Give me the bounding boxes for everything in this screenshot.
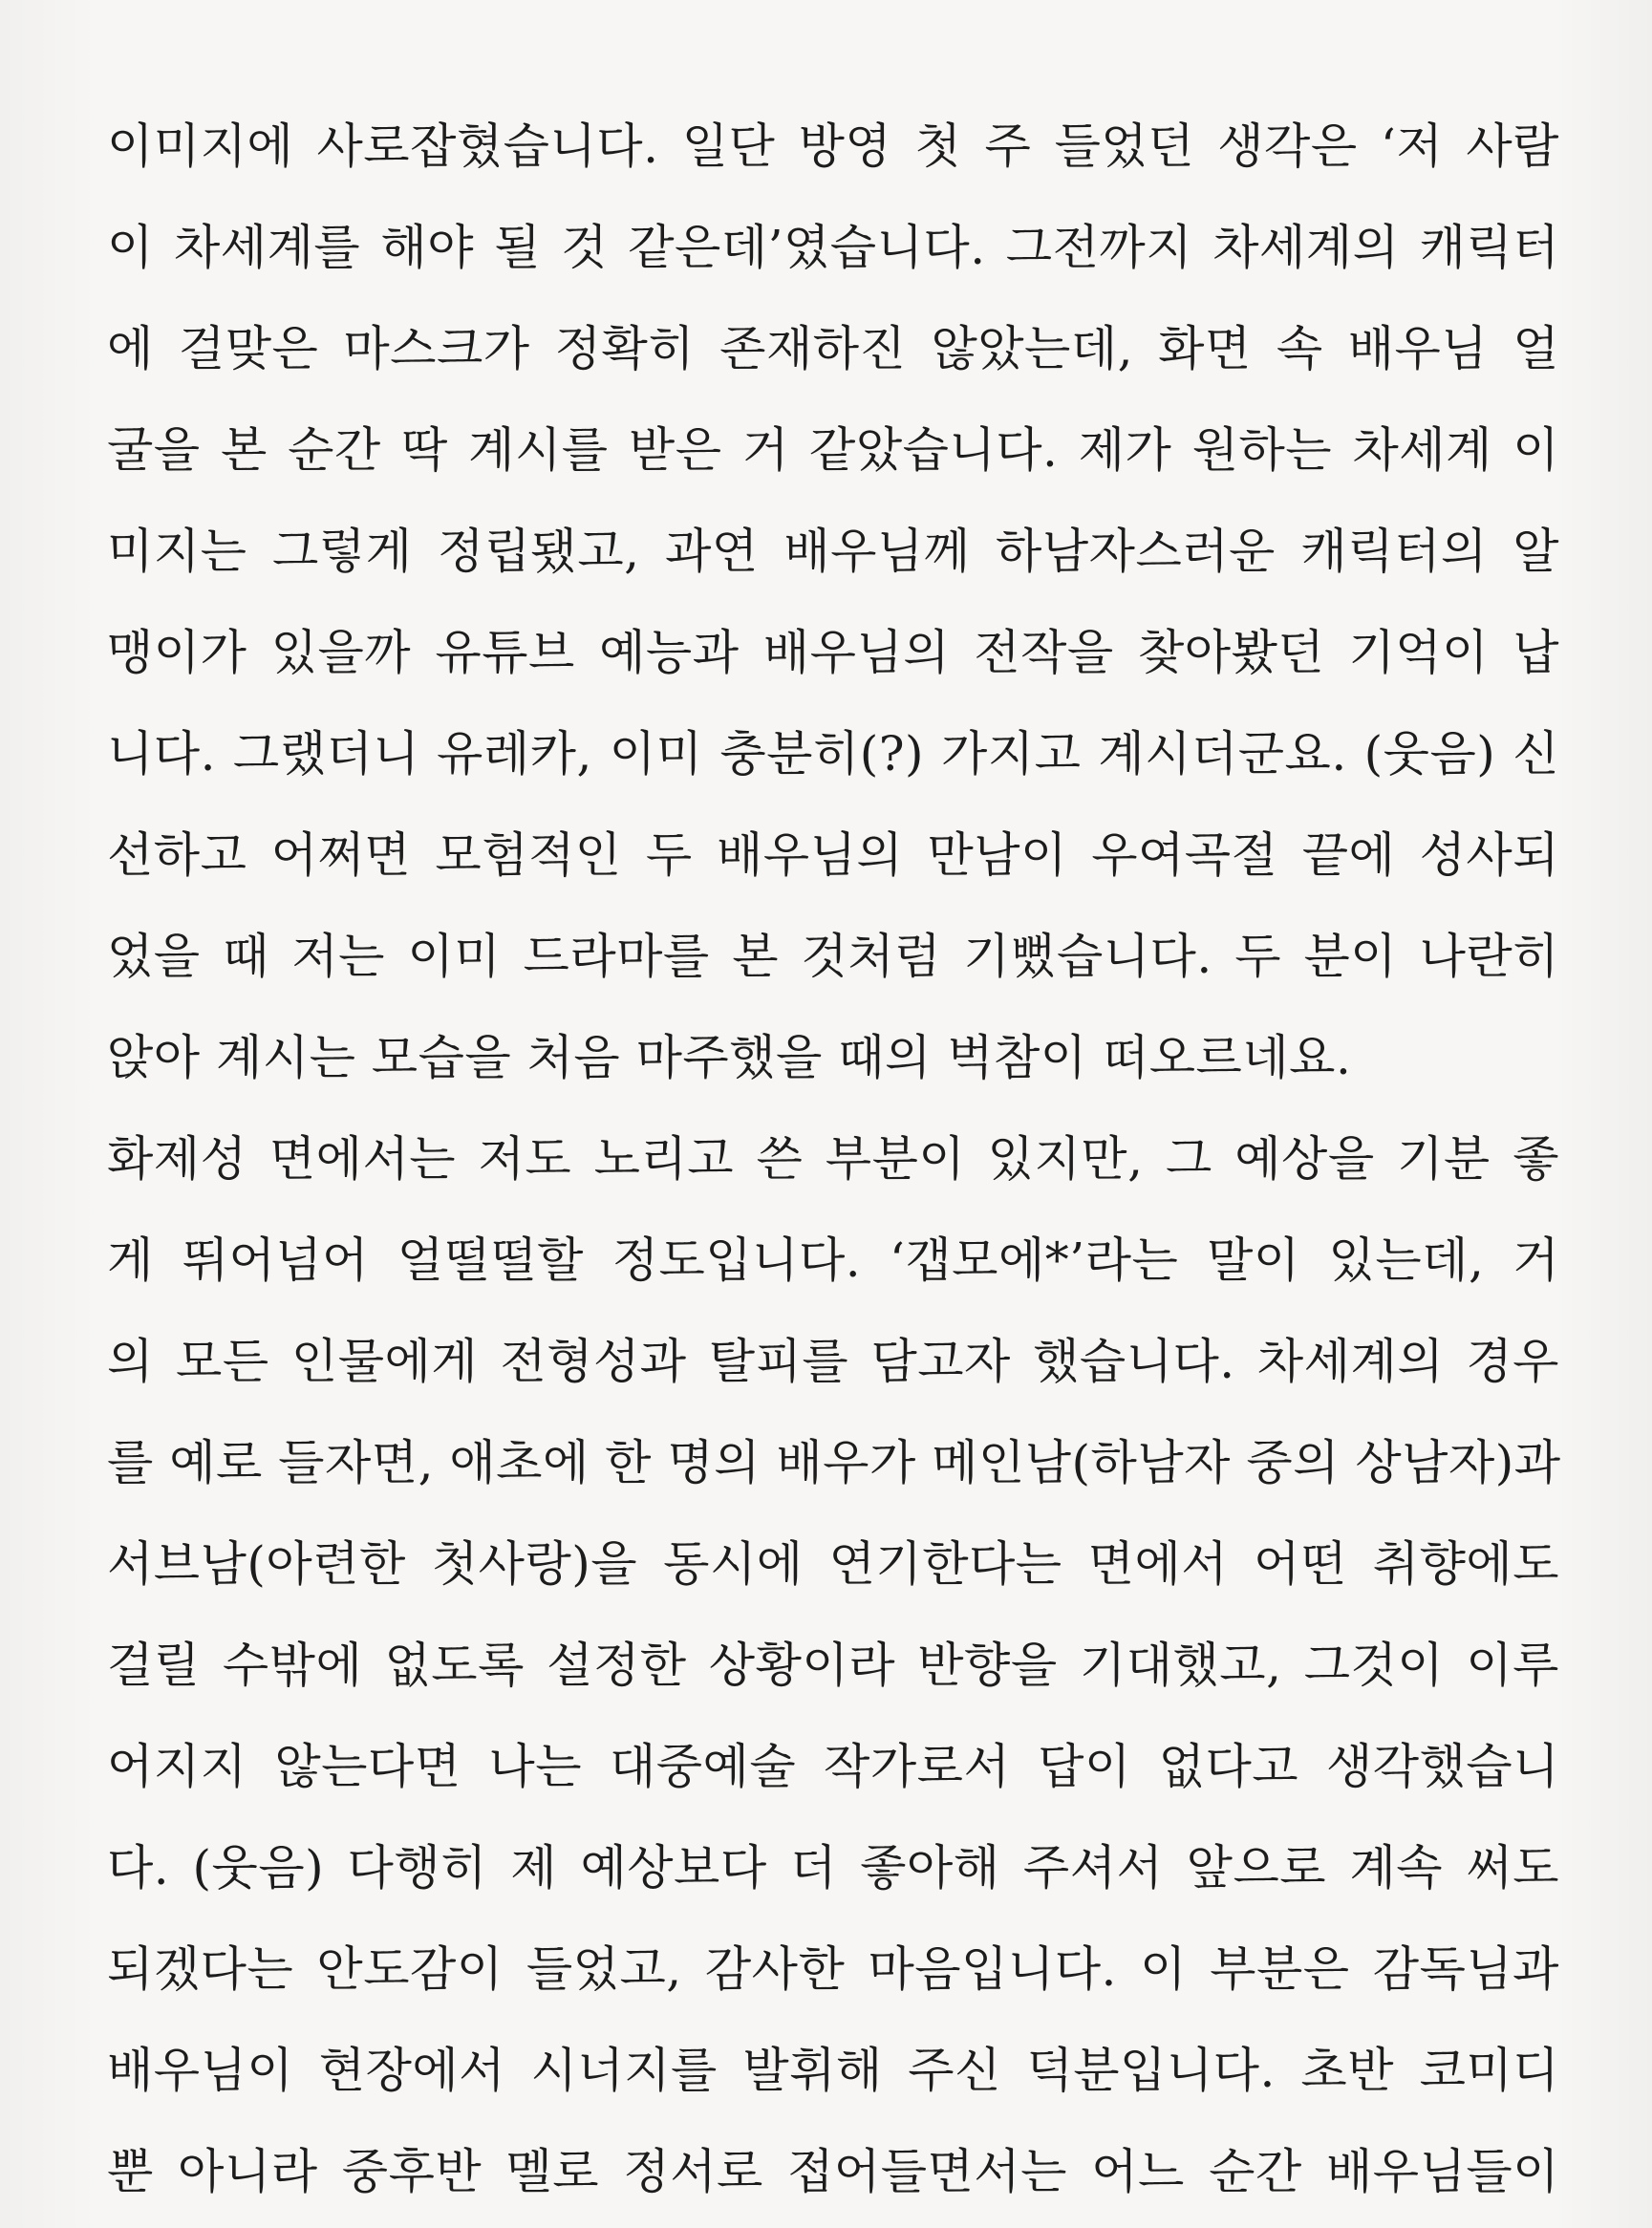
text-line-15: 서브남(아련한 첫사랑)을 동시에 연기한다는 면에서 어떤 취향에도 <box>107 1536 1559 1592</box>
text-line-9: 었을 때 저는 이미 드라마를 본 것처럼 기뻤습니다. 두 분이 나란히 <box>107 929 1559 984</box>
text-line-16: 걸릴 수밖에 없도록 설정한 상황이라 반향을 기대했고, 그것이 이루 <box>107 1638 1559 1693</box>
text-line-2: 이 차세계를 해야 될 것 같은데’였습니다. 그전까지 차세계의 캐릭터 <box>107 220 1559 275</box>
text-line-12: 게 뛰어넘어 얼떨떨할 정도입니다. ‘갭모에*’라는 말이 있는데, 거 <box>107 1232 1559 1288</box>
text-line-6: 맹이가 있을까 유튜브 예능과 배우님의 전작을 찾아봤던 기억이 납 <box>107 625 1559 680</box>
text-line-20: 배우님이 현장에서 시너지를 발휘해 주신 덕분입니다. 초반 코미디 <box>107 2043 1559 2098</box>
text-line-18: 다. (웃음) 다행히 제 예상보다 더 좋아해 주셔서 앞으로 계속 써도 <box>107 1840 1559 1896</box>
text-line-19: 되겠다는 안도감이 들었고, 감사한 마음입니다. 이 부분은 감독님과 <box>107 1941 1559 1997</box>
text-line-5: 미지는 그렇게 정립됐고, 과연 배우님께 하남자스러운 캐릭터의 알 <box>107 524 1559 579</box>
body-text <box>107 96 1559 2222</box>
text-line-21: 뿐 아니라 중후반 멜로 정서로 접어들면서는 어느 순간 배우님들이 <box>107 2144 1559 2199</box>
text-line-14: 를 예로 들자면, 애초에 한 명의 배우가 메인남(하남자 중의 상남자)과 <box>107 1435 1561 1490</box>
text-line-3: 에 걸맞은 마스크가 정확히 존재하진 않았는데, 화면 속 배우님 얼 <box>107 321 1559 376</box>
text-line-11: 화제성 면에서는 저도 노리고 쓴 부분이 있지만, 그 예상을 기분 좋 <box>107 1131 1559 1187</box>
text-line-17: 어지지 않는다면 나는 대중예술 작가로서 답이 없다고 생각했습니 <box>107 1739 1559 1794</box>
text-line-1: 이미지에 사로잡혔습니다. 일단 방영 첫 주 들었던 생각은 ‘저 사람 <box>107 118 1559 174</box>
text-line-13: 의 모든 인물에게 전형성과 탈피를 담고자 했습니다. 차세계의 경우 <box>107 1334 1559 1389</box>
text-line-8: 선하고 어쩌면 모험적인 두 배우님의 만남이 우여곡절 끝에 성사되 <box>107 827 1559 883</box>
text-line-4: 굴을 본 순간 딱 계시를 받은 거 같았습니다. 제가 원하는 차세계 이 <box>107 422 1559 478</box>
text-line-10: 앉아 계시는 모습을 처음 마주했을 때의 벅참이 떠오르네요. <box>107 1030 1352 1085</box>
text-line-7: 니다. 그랬더니 유레카, 이미 충분히(?) 가지고 계시더군요. (웃음) 신 <box>107 726 1559 782</box>
